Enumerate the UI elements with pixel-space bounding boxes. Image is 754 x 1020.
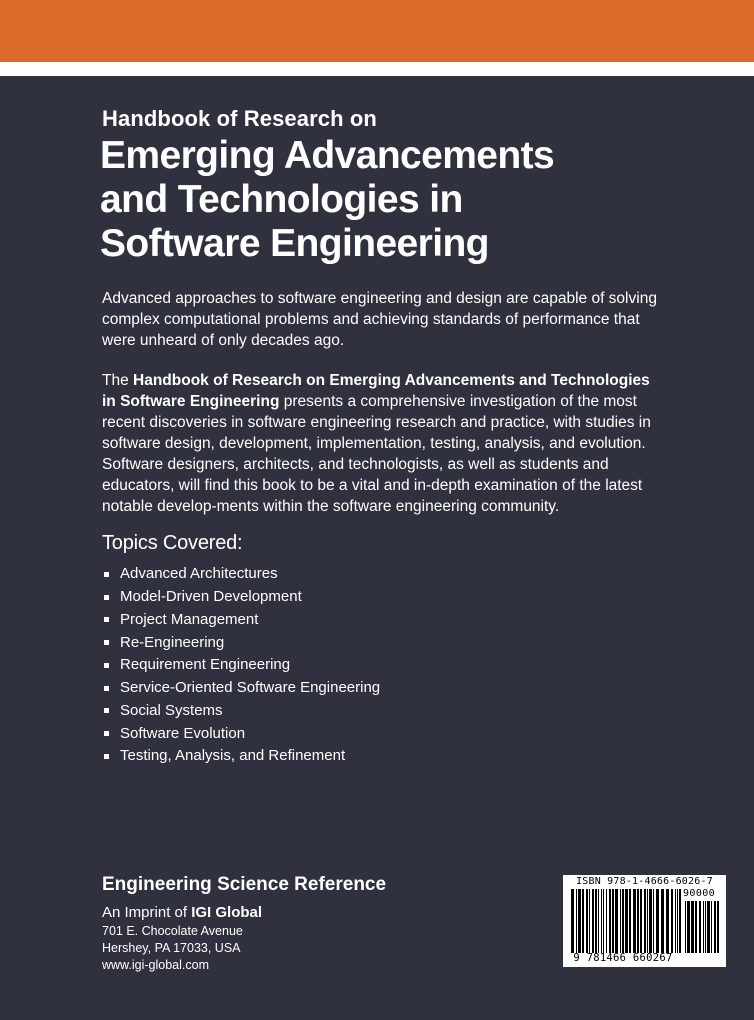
- isbn-label: ISBN 978-1-4666-6026-7: [576, 876, 713, 887]
- intro-paragraph: Advanced approaches to software engineering and design are capable of solving complex computational problems and achieving standards of performance that were unheard of only decades ago.: [102, 290, 657, 349]
- barcode-bar: [661, 889, 664, 953]
- barcode-bar: [589, 889, 590, 953]
- barcode-bar: [705, 901, 706, 953]
- barcode-bar: [687, 901, 690, 953]
- summary-book-name: Handbook of Research on Emerging Advancements and Technologies in Software Engineering: [102, 372, 650, 410]
- square-bullet-icon: [104, 663, 109, 668]
- topic-item: [102, 631, 380, 654]
- white-divider-stripe: [0, 62, 754, 76]
- barcode-bar: [612, 889, 614, 953]
- barcode-bar: [620, 889, 621, 953]
- barcode-bar: [685, 901, 686, 953]
- barcode-bar: [675, 889, 676, 953]
- barcode-bar: [649, 889, 652, 953]
- barcode-bar: [647, 889, 648, 953]
- barcode-bar: [571, 889, 574, 953]
- topic-item: [102, 609, 380, 632]
- barcode-bar: [582, 889, 584, 953]
- summary-text: presents a comprehensive investigation of the most recent discoveries in software engineering research and practice, with studies in software design, development, implementation, testing, analysis, and evolution. Software designers, architects, and technologists, as well as students and educators, will find this book to be a vital and in-depth examination of the latest notable develop-ments within the software engineering community.: [102, 393, 651, 515]
- topic-label: Software Evolution: [120, 724, 246, 742]
- topic-label: Re-Engineering: [120, 633, 225, 651]
- barcode-bar: [640, 889, 642, 953]
- topic-item: [102, 745, 380, 768]
- topic-label: Social Systems: [120, 701, 223, 719]
- imprint-prefix: An Imprint of: [102, 904, 192, 921]
- barcode-bar: [633, 889, 636, 953]
- book-title: [100, 134, 554, 266]
- topic-label: Service-Oriented Software Engineering: [120, 679, 381, 697]
- barcode-bar: [615, 889, 618, 953]
- topics-list: [102, 563, 380, 768]
- topic-item: [102, 586, 380, 609]
- topic-label: Model-Driven Development: [120, 588, 302, 606]
- square-bullet-icon: [104, 572, 109, 577]
- square-bullet-icon: [104, 686, 109, 691]
- book-title-line: Emerging Advancements: [100, 134, 555, 177]
- orange-header-band: [0, 0, 754, 62]
- topic-item: [102, 677, 380, 700]
- barcode-bar: [622, 889, 624, 953]
- barcode-bar: [656, 889, 659, 953]
- imprint-name: IGI Global: [191, 904, 263, 921]
- square-bullet-icon: [104, 708, 109, 713]
- barcode-bar: [699, 901, 701, 953]
- barcode-bar: [695, 901, 697, 953]
- barcode-bar: [595, 889, 597, 953]
- topic-label: Project Management: [120, 610, 259, 628]
- barcode-bar: [603, 889, 604, 953]
- barcode-bar: [644, 889, 646, 953]
- square-bullet-icon: [104, 731, 109, 736]
- barcode-bar: [629, 889, 631, 953]
- topic-label: Requirement Engineering: [120, 656, 291, 674]
- address-street: 701 E. Chocolate Avenue: [102, 924, 243, 938]
- barcode-bar: [609, 889, 611, 953]
- barcode-bar: [679, 889, 681, 953]
- square-bullet-icon: [104, 754, 109, 759]
- summary-prefix: The: [102, 372, 134, 389]
- series-title: Handbook of Research on: [102, 106, 377, 131]
- barcode-bar: [671, 889, 673, 953]
- topics-heading: Topics Covered:: [102, 532, 243, 554]
- barcode-bar: [653, 889, 654, 953]
- barcode-bar: [598, 889, 599, 953]
- topic-label: Testing, Analysis, and Refinement: [120, 747, 346, 765]
- barcode-bar: [714, 901, 716, 953]
- topic-item: [102, 654, 380, 677]
- topic-item: [102, 700, 380, 723]
- barcode-bar: [578, 889, 581, 953]
- ean-number: 9 781466 660267: [573, 952, 673, 964]
- barcode-bar: [717, 901, 719, 953]
- square-bullet-icon: [104, 640, 109, 645]
- barcode-bar: [711, 901, 712, 953]
- summary-paragraph: [102, 370, 662, 517]
- ean-barcode-bars: [571, 889, 683, 953]
- barcode-bar: [677, 889, 678, 953]
- publisher-website: www.igi-global.com: [102, 958, 209, 972]
- barcode-bar: [637, 889, 639, 953]
- barcode-bar: [666, 889, 669, 953]
- square-bullet-icon: [104, 595, 109, 600]
- barcode-bar: [691, 901, 694, 953]
- book-title-line: and Technologies in: [100, 178, 463, 221]
- square-bullet-icon: [104, 617, 109, 622]
- barcode-bar: [707, 901, 710, 953]
- barcode-bar: [703, 901, 704, 953]
- topic-label: Advanced Architectures: [120, 565, 278, 583]
- barcode-bar: [601, 889, 602, 953]
- barcode-bar: [606, 889, 607, 953]
- barcode-bar: [625, 889, 628, 953]
- barcode-bar: [592, 889, 594, 953]
- barcode-bar: [576, 889, 577, 953]
- addon-number: 90000: [683, 888, 716, 899]
- isbn-barcode: [563, 875, 726, 967]
- publisher-name: Engineering Science Reference: [102, 874, 387, 895]
- barcode-bar: [586, 889, 588, 953]
- imprint-line: [102, 904, 262, 921]
- topic-item: [102, 563, 380, 586]
- address-city: Hershey, PA 17033, USA: [102, 941, 241, 955]
- book-title-line: Software Engineering: [100, 222, 489, 265]
- addon-barcode-bars: [685, 901, 721, 953]
- topic-item: [102, 722, 380, 745]
